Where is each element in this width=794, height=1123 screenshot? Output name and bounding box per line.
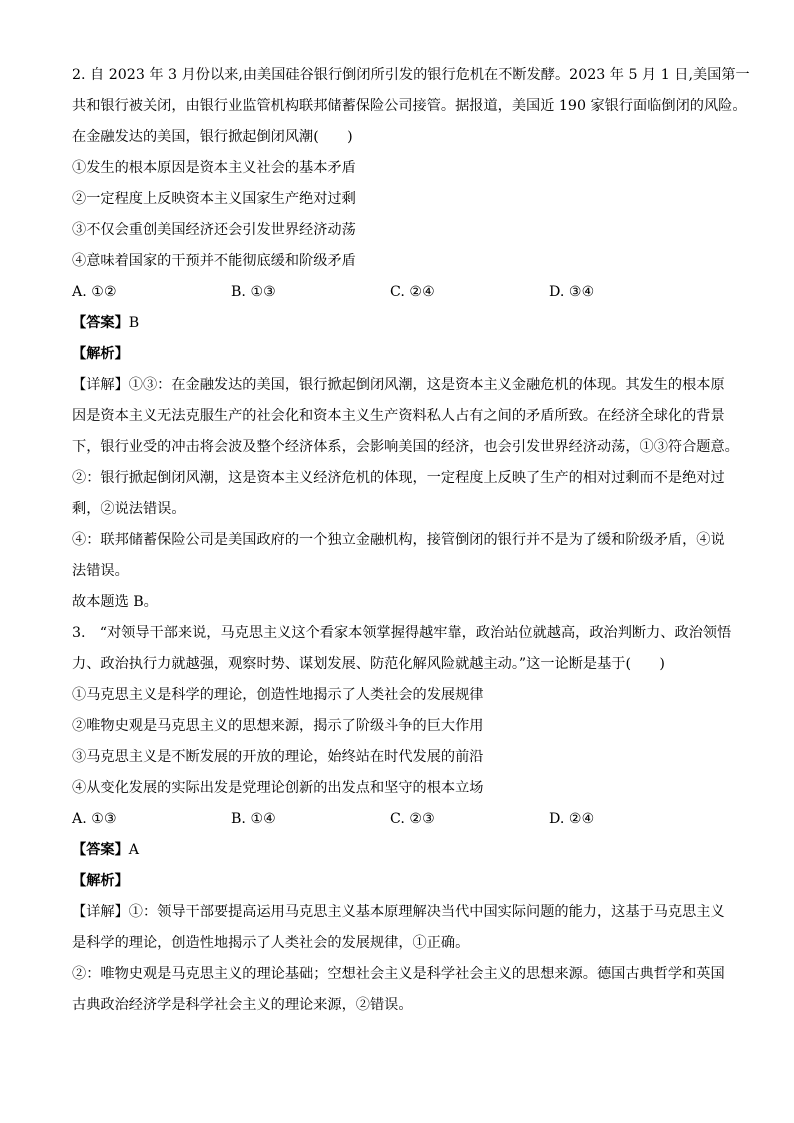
explanation-line: 下，银行业受的冲击将会波及整个经济体系，会影响美国的经济，也会引发世界经济动荡，①③符合题意。 <box>72 439 739 455</box>
explanation-line: 因是资本主义无法克服生产的社会化和资本主义生产资料私人占有之间的矛盾所致。在经济全球化的背景 <box>72 408 725 424</box>
option-c: C. ②④ <box>390 284 435 300</box>
question-stem-line: 共和银行被关闭，由银行业监管机构联邦储蓄保险公司接管。据报道，美国近 190 家银行面临倒闭的风险。 <box>72 98 747 114</box>
question-stem-line: 在金融发达的美国，银行掀起倒闭风潮( ) <box>72 129 353 145</box>
option-b: B. ①③ <box>231 284 276 300</box>
statement-2: ②一定程度上反映资本主义国家生产绝对过剩 <box>72 191 356 207</box>
answer-line <box>72 835 732 866</box>
explanation-line: 是科学的理论，创造性地揭示了人类社会的发展规律，①正确。 <box>72 935 470 951</box>
explanation-line: ④：联邦储蓄保险公司是美国政府的一个独立金融机构，接管倒闭的银行并不是为了缓和阶级矛盾，④说 <box>72 532 725 548</box>
answer-options <box>72 804 732 835</box>
question-stem-line: 力、政治执行力就越强，观察时势、谋划发展、防范化解风险就越主动。”这一论断是基于( ) <box>72 656 665 672</box>
question-2 <box>72 60 750 618</box>
explanation-line: 故本题选 B。 <box>72 594 158 610</box>
question-3 <box>72 618 732 1021</box>
question-stem-line: 2. 自 2023 年 3 月份以来,由美国硅谷银行倒闭所引发的银行危机在不断发酵。2023 年 5 月 1 日,美国第一 <box>72 67 750 83</box>
answer-line <box>72 308 732 339</box>
option-a: A. ①③ <box>72 811 117 827</box>
option-b: B. ①④ <box>231 811 276 827</box>
explanation-line: 法错误。 <box>72 563 129 579</box>
statement-4: ④意味着国家的干预并不能彻底缓和阶级矛盾 <box>72 253 356 269</box>
answer-value: B <box>128 315 140 331</box>
statement-4: ④从变化发展的实际出发是党理论创新的出发点和坚守的根本立场 <box>72 780 484 796</box>
answer-value: A <box>128 842 140 858</box>
answer-label: 【答案】 <box>72 842 129 858</box>
explanation-line: ②：银行掀起倒闭风潮，这是资本主义经济危机的体现，一定程度上反映了生产的相对过剩而不是绝对过 <box>72 470 725 486</box>
explanation-line: 【详解】①：领导干部要提高运用马克思主义基本原理解决当代中国实际问题的能力，这基于马克思主义 <box>72 904 725 920</box>
statement-1: ①马克思主义是科学的理论，创造性地揭示了人类社会的发展规律 <box>72 687 484 703</box>
explanation-line: 【详解】①③：在金融发达的美国，银行掀起倒闭风潮，这是资本主义金融危机的体现。其发生的根本原 <box>72 377 725 393</box>
statement-1: ①发生的根本原因是资本主义社会的基本矛盾 <box>72 160 356 176</box>
answer-label: 【答案】 <box>72 315 129 331</box>
explanation-line: 剩，②说法错误。 <box>72 501 186 517</box>
analysis-label: 【解析】 <box>72 346 129 362</box>
option-a: A. ①② <box>72 284 117 300</box>
document-page <box>72 60 750 1021</box>
explanation-line: ②：唯物史观是马克思主义的理论基础；空想社会主义是科学社会主义的思想来源。德国古典哲学和英国 <box>72 966 725 982</box>
answer-options <box>72 277 732 308</box>
explanation-line: 古典政治经济学是科学社会主义的理论来源，②错误。 <box>72 997 413 1013</box>
option-d: D. ②④ <box>549 811 595 827</box>
analysis-label: 【解析】 <box>72 873 129 889</box>
statement-2: ②唯物史观是马克思主义的思想来源，揭示了阶级斗争的巨大作用 <box>72 718 484 734</box>
option-d: D. ③④ <box>549 284 595 300</box>
option-c: C. ②③ <box>390 811 435 827</box>
statement-3: ③不仅会重创美国经济还会引发世界经济动荡 <box>72 222 356 238</box>
question-stem-line: 3. “对领导干部来说，马克思主义这个看家本领掌握得越牢靠，政治站位就越高，政治判断力、政治领悟 <box>72 625 732 641</box>
statement-3: ③马克思主义是不断发展的开放的理论，始终站在时代发展的前沿 <box>72 749 484 765</box>
